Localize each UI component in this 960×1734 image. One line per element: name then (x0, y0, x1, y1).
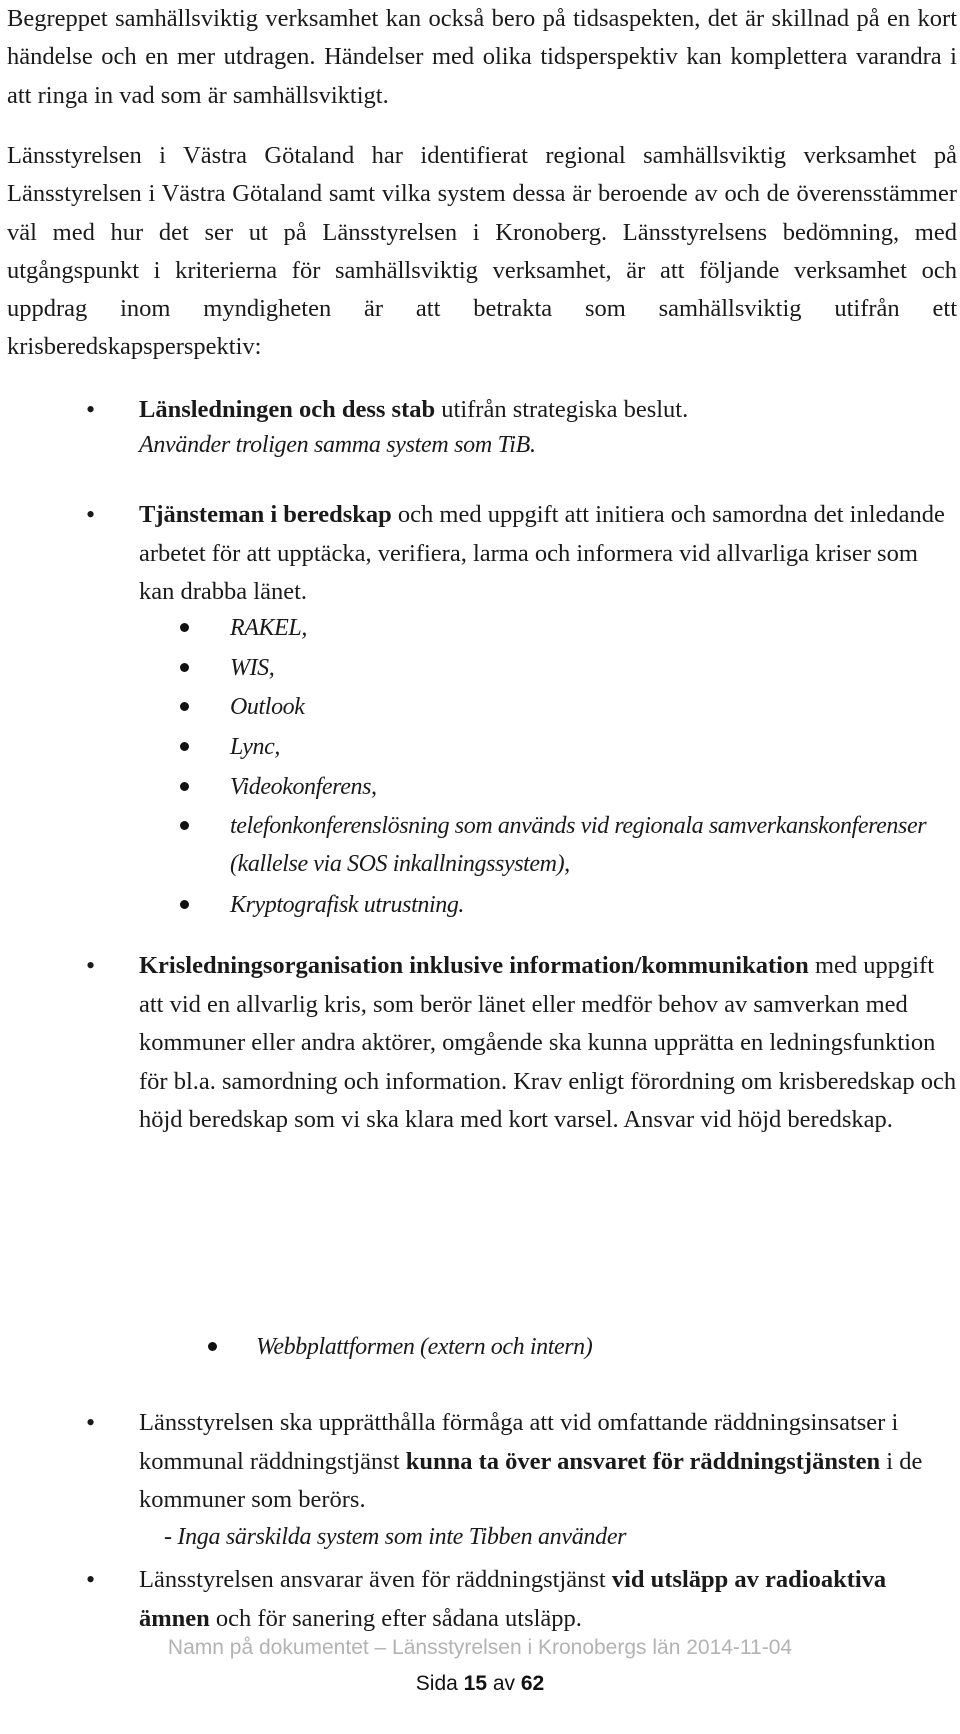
item-heading: Tjänsteman i beredskap (139, 501, 392, 528)
item-heading: vid utsläpp av radioaktiva ämnen (139, 1566, 887, 1632)
footer-page-number (0, 1672, 960, 1696)
list-item-text (139, 496, 957, 612)
bullet-marker: • (86, 1565, 96, 1594)
page-current: 15 (463, 1672, 487, 1695)
item-heading: Länsledningen och dess stab (139, 396, 436, 423)
system-label: RAKEL, (230, 615, 307, 641)
list-item-text (139, 1404, 957, 1520)
bullet-marker (180, 663, 189, 672)
system-label: Lync, (230, 734, 280, 760)
list-item-text (139, 391, 957, 430)
item-body-lead: Länsstyrelsen ska upprätthålla förmåga att vid omfattande räddningsinsatser i kommunal räddningstjänst (139, 1409, 899, 1475)
item-body: och med uppgift att initiera och samordna det inledande arbetet för att upptäcka, verifiera, larma och informera vid allvarliga kriser som kan drabba länet. (139, 501, 945, 605)
page-prefix: Sida (415, 1672, 464, 1695)
list-item-text (139, 1561, 957, 1638)
bullet-marker (180, 702, 189, 711)
bullet-marker: • (86, 500, 96, 529)
intro-paragraph: Begreppet samhällsviktig verksamhet kan också bero på tidsaspekten, det är skillnad på en kort händelse och en mer utdragen. Händelser med olika tidsperspektiv kan komplettera varandra i att ringa in vad som är samhällsviktigt. (7, 5, 957, 109)
system-label: telefonkonferenslösning som används vid regionala samverkanskonferenser (kallelse via SOS inkallningssystem), (230, 813, 927, 877)
item-heading: kunna ta över ansvaret för räddningstjänsten (405, 1447, 881, 1475)
item-body: utifrån strategiska beslut. (435, 396, 689, 423)
item-heading: Krisledningsorganisation inklusive information/kommunikation (139, 952, 809, 979)
item-body: med uppgift att vid en allvarlig kris, som berör länet eller medför behov av samverkan med kommuner eller andra aktörer, omgående ska kunna upprätta en ledningsfunktion för bl.a. samordning och information. Krav enligt förordning om krisberedskap och höjd beredskap som vi ska klara med kort varsel. Ansvar vid höjd beredskap. (139, 952, 957, 1133)
footer-document-name: Namn på dokumentet – Länsstyrelsen i Kronobergs län 2014-11-04 (167, 1636, 793, 1659)
system-label: WIS, (230, 655, 275, 681)
page-separator: av (487, 1672, 521, 1695)
bullet-marker: • (86, 951, 96, 980)
bullet-marker (180, 782, 189, 791)
system-label: Kryptografisk utrustning. (230, 892, 465, 918)
system-label: Outlook (230, 694, 305, 720)
bullet-marker (180, 900, 189, 909)
item-note: - Inga särskilda system som inte Tibben använder (164, 1524, 627, 1550)
bullet-marker (208, 1342, 217, 1351)
item-body: och för sanering efter sådana utsläpp. (209, 1604, 582, 1632)
item-note: Använder troligen samma system som TiB. (139, 432, 536, 458)
bullet-marker (180, 821, 189, 830)
system-label: Webbplattformen (extern och intern) (256, 1334, 593, 1360)
bullet-marker: • (86, 1408, 96, 1437)
bullet-marker (180, 623, 189, 632)
item-body-lead: Länsstyrelsen ansvarar även för räddningstjänst (139, 1566, 612, 1593)
list-item-text (139, 947, 957, 1140)
system-label: Videokonferens, (230, 774, 377, 800)
bullet-marker: • (86, 395, 96, 424)
bullet-marker (180, 742, 189, 751)
assessment-paragraph: Länsstyrelsen i Västra Götaland har identifierat regional samhällsviktig verksamhet på Länsstyrelsen i Västra Götaland samt vilka system dessa är beroende av och de överensstämmer väl med hur det ser ut på Länsstyrelsen i Kronoberg. Länsstyrelsens bedömning, med utgångspunkt i kriterierna för samhällsviktig verksamhet, är att följande verksamhet och uppdrag inom myndigheten är att betrakta som samhällsviktig utifrån ett krisberedskapsperspektiv: (7, 142, 957, 361)
item-body: i de kommuner som berörs. (139, 1447, 923, 1513)
page-total: 62 (520, 1672, 545, 1695)
